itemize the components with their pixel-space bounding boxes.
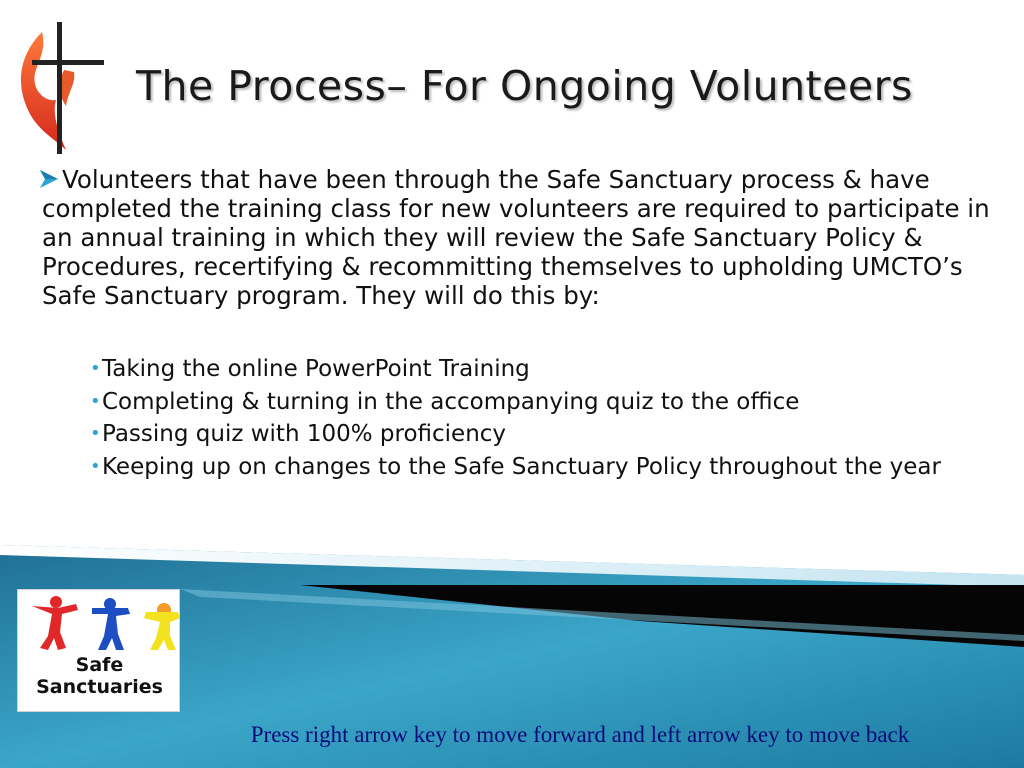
- dot-bullet-icon: •: [90, 455, 101, 477]
- slide-title: The Process– For Ongoing Volunteers: [136, 62, 913, 110]
- bullet-list: [90, 355, 990, 485]
- dot-bullet-icon: •: [90, 390, 101, 412]
- safe-sanctuaries-logo: [17, 589, 180, 712]
- logo-line-2: Sanctuaries: [36, 676, 163, 698]
- navigation-instructions: Press right arrow key to move forward and left arrow key to move back: [250, 722, 910, 747]
- main-paragraph-text: Volunteers that have been through the Safe Sanctuary process & have completed the training class for new volunteers are required to participate in an annual training in which they will review the Safe Sanctuary Policy & Procedures, recertifying & recommitting themselves to upholding UMCTO’s Safe Sanctuary program. They will do this by:: [42, 165, 990, 310]
- cross-and-flame-icon: [12, 14, 108, 154]
- dot-bullet-icon: •: [90, 423, 101, 444]
- logo-text: [18, 654, 181, 698]
- arrow-bullet-icon: [38, 168, 60, 190]
- list-item: •Passing quiz with 100% proficiency: [90, 421, 507, 447]
- list-item: •Taking the online PowerPoint Training: [90, 356, 530, 382]
- safe-sanctuaries-children-icon: [18, 592, 181, 654]
- list-item: •Keeping up on changes to the Safe Sanctuary Policy throughout the year: [90, 453, 941, 480]
- dot-bullet-icon: •: [90, 358, 101, 379]
- list-item: •Completing & turning in the accompanying quiz to the office: [90, 388, 800, 415]
- main-paragraph: [42, 165, 1007, 310]
- logo-line-1: Safe: [75, 654, 124, 676]
